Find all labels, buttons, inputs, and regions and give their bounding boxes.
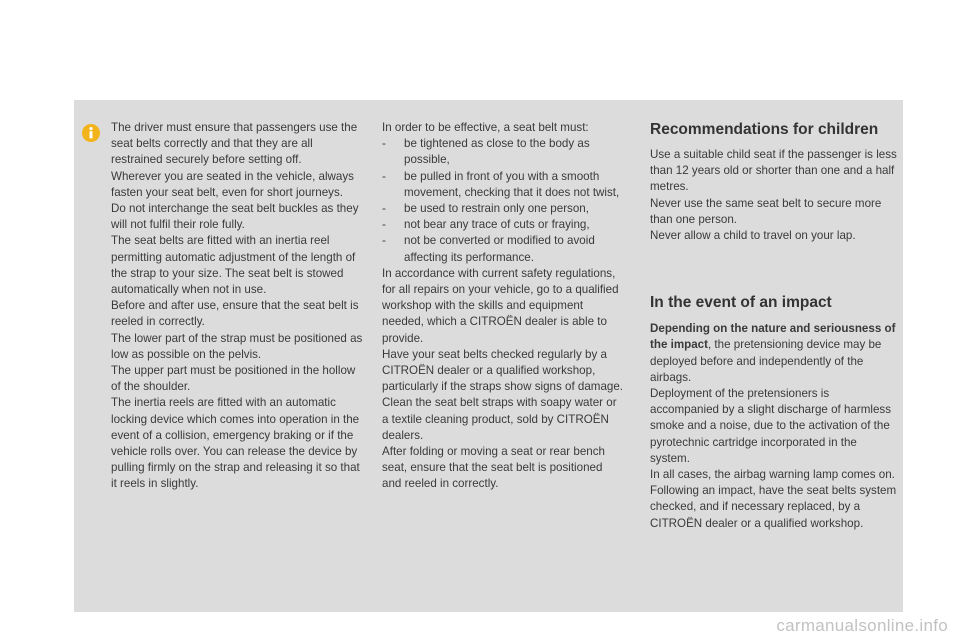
- dash: -: [382, 202, 386, 216]
- dash: -: [382, 169, 386, 183]
- paragraph: Never allow a child to travel on your lap.: [650, 229, 856, 243]
- list-item: [382, 201, 624, 217]
- intro-text: In order to be effective, a seat belt must:: [382, 121, 589, 134]
- info-icon: [82, 124, 100, 142]
- paragraph: Deployment of the pretensioners is accompanied by a slight discharge of harmless smoke and a noise, due to the activation of the pyrotechnic cartridge incorporated in the system.: [650, 387, 892, 465]
- paragraph: In accordance with current safety regulations, for all repairs on your vehicle, go to a qualified workshop with the skills and equipment needed, which a CITROËN dealer is able to provide.: [382, 266, 619, 345]
- paragraph: The lower part of the strap must be positioned as low as possible on the pelvis.: [111, 331, 363, 361]
- impact-lead: [650, 321, 898, 386]
- paragraph: Before and after use, ensure that the seat belt is reeled in correctly.: [111, 299, 359, 329]
- section-title-recommendations: Recommendations for children: [650, 121, 879, 138]
- list-item: [382, 233, 624, 265]
- paragraph: Clean the seat belt straps with soapy water or a textile cleaning product, sold by CITROËN dealers.: [382, 396, 617, 442]
- list-item-text: be used to restrain only one person,: [404, 202, 589, 216]
- paragraph: The seat belts are fitted with an inertia reel permitting automatic adjustment of the length of the strap to your size. The seat belt is stowed automatically when not in use.: [111, 234, 356, 297]
- list-item: [382, 169, 624, 201]
- list-item: [382, 136, 624, 168]
- paragraph: The upper part must be positioned in the hollow of the shoulder.: [111, 364, 356, 394]
- dash: -: [382, 137, 386, 151]
- paragraph: Use a suitable child seat if the passenger is less than 12 years old or shorter than one and a half metres.: [650, 148, 897, 194]
- paragraph: Never use the same seat belt to secure more than one person.: [650, 196, 882, 226]
- dash: -: [382, 218, 386, 232]
- safety-notes-column: [111, 120, 363, 493]
- paragraph: After folding or moving a seat or rear bench seat, ensure that the seat belt is positioned and reeled in correctly.: [382, 445, 605, 491]
- paragraph: Have your seat belts checked regularly by a CITROËN dealer or a qualified workshop, particularly if the straps show signs of damage.: [382, 347, 624, 394]
- paragraph: In all cases, the airbag warning lamp comes on.: [650, 468, 895, 482]
- list-item-text: be tightened as close to the body as possible,: [404, 137, 590, 167]
- list-item-text: not bear any trace of cuts or fraying,: [404, 218, 590, 232]
- paragraph: Wherever you are seated in the vehicle, always fasten your seat belt, even for short journeys.: [111, 169, 354, 199]
- impact-lead-rest: , the pretensioning device may be deployed before and independently of the airbags.: [650, 338, 882, 384]
- dash: -: [382, 234, 386, 248]
- section-title-impact: In the event of an impact: [650, 294, 832, 312]
- impact-lead-bold: Depending on the nature and seriousness of the impact: [650, 322, 896, 352]
- paragraph: The inertia reels are fitted with an automatic locking device which comes into operation in the event of a collision, emergency braking or if the vehicle rolls over. You can release the device by pulling firmly on the strap and releasing it so that it reels in slightly.: [111, 396, 360, 491]
- list-item-text: not be converted or modified to avoid affecting its performance.: [404, 234, 595, 264]
- list-item-text: be pulled in front of you with a smooth movement, checking that it does not twist,: [404, 169, 620, 199]
- watermark: carmanualsonline.info: [776, 616, 948, 635]
- paragraph: Following an impact, have the seat belts system checked, and if necessary replaced, by a CITROËN dealer or a qualified workshop.: [650, 484, 897, 530]
- paragraph: The driver must ensure that passengers use the seat belts correctly and that they are all restrained securely before setting off.: [111, 121, 358, 167]
- paragraph: Do not interchange the seat belt buckles as they will not fulfil their role fully.: [111, 202, 359, 232]
- seat-belt-requirements-column: [382, 120, 624, 493]
- children-and-impact-column: [650, 120, 898, 532]
- list-item: [382, 217, 624, 233]
